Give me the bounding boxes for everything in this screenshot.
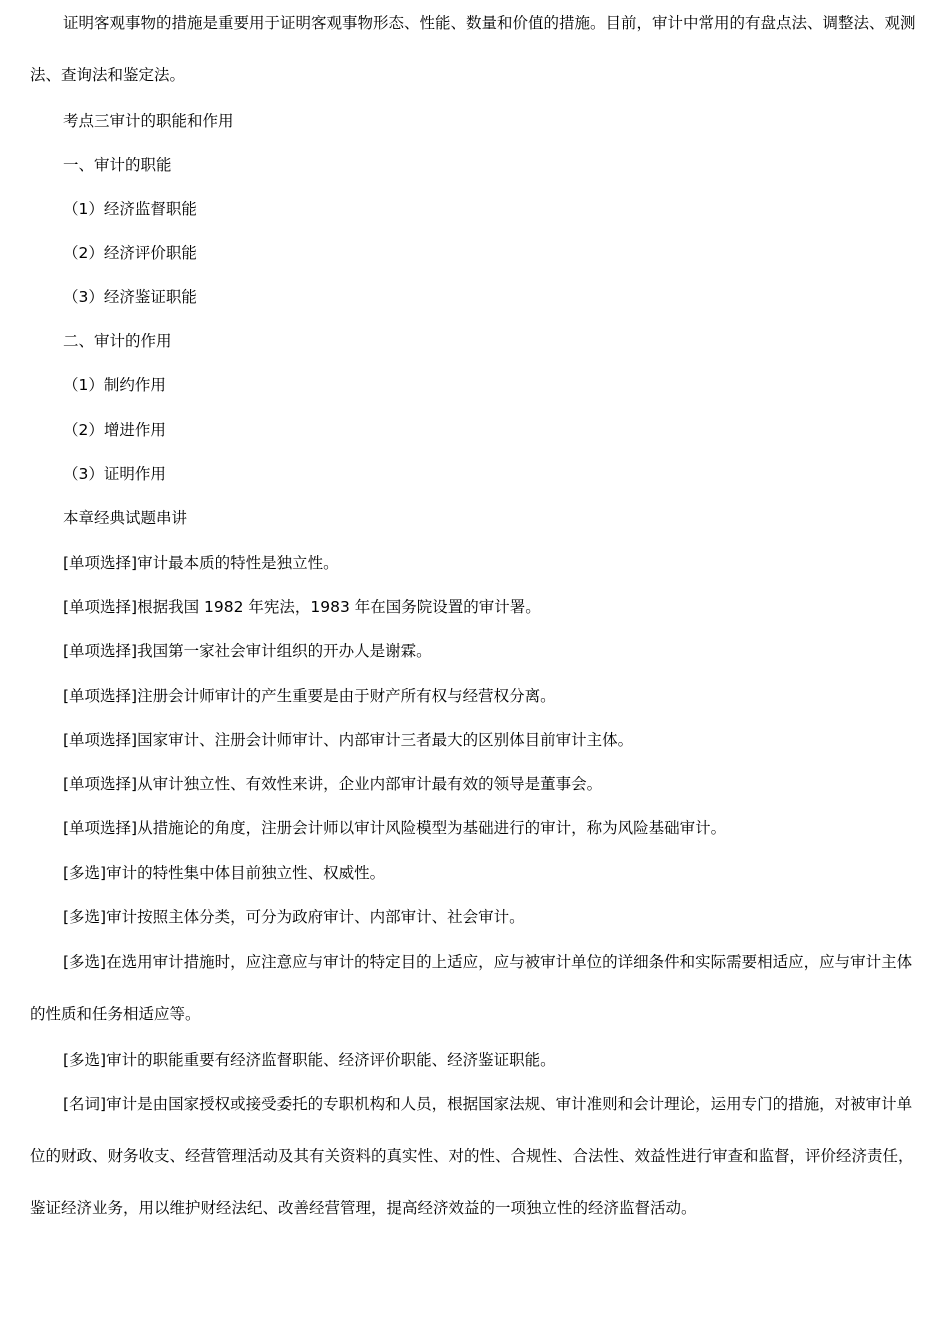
paragraph-audit-methods: 证明客观事物的措施是重要用于证明客观事物形态、性能、数量和价值的措施。目前，审计中常用的有盘点法、调整法、观测法、查询法和鉴定法。 xyxy=(30,14,916,84)
heading-audit-functions: 一、审计的职能 xyxy=(63,156,172,174)
question-item: [多选]审计按照主体分类，可分为政府审计、内部审计、社会审计。 xyxy=(63,908,525,926)
list-item-role-2: （2）增进作用 xyxy=(63,421,166,439)
question-item: [单项选择]从措施论的角度，注册会计师以审计风险模型为基础进行的审计，称为风险基础审计。 xyxy=(63,819,727,837)
question-item: [单项选择]审计最本质的特性是独立性。 xyxy=(63,554,339,572)
list-item-function-1: （1）经济监督职能 xyxy=(63,200,197,218)
question-item: [单项选择]我国第一家社会审计组织的开办人是谢霖。 xyxy=(63,642,432,660)
definition-audit: [名词]审计是由国家授权或接受委托的专职机构和人员，根据国家法规、审计准则和会计理论，运用专门的措施，对被审计单位的财政、财务收支、经营管理活动及其有关资料的真实性、对的性、合规性、合法性、效益性进行审查和监督，评价经济责任，鉴证经济业务，用以维护财经法纪、改善经营管理，提高经济效益的一项独立性的经济监督活动。 xyxy=(30,1095,914,1217)
question-item: [单项选择]根据我国 1982 年宪法，1983 年在国务院设置的审计署。 xyxy=(63,598,541,616)
question-item: [单项选择]注册会计师审计的产生重要是由于财产所有权与经营权分离。 xyxy=(63,687,556,705)
question-item: [多选]审计的特性集中体目前独立性、权威性。 xyxy=(63,864,386,882)
list-item-role-3: （3）证明作用 xyxy=(63,465,166,483)
list-item-function-2: （2）经济评价职能 xyxy=(63,244,197,262)
question-item: [多选]在选用审计措施时，应注意应与审计的特定目的上适应，应与被审计单位的详细条件和实际需要相适应，应与审计主体的性质和任务相适应等。 xyxy=(30,953,913,1023)
question-item: [单项选择]国家审计、注册会计师审计、内部审计三者最大的区别体目前审计主体。 xyxy=(63,731,634,749)
heading-key-point-three: 考点三审计的职能和作用 xyxy=(63,112,234,130)
list-item-function-3: （3）经济鉴证职能 xyxy=(63,288,197,306)
list-item-role-1: （1）制约作用 xyxy=(63,376,166,394)
question-item: [单项选择]从审计独立性、有效性来讲，企业内部审计最有效的领导是董事会。 xyxy=(63,775,603,793)
question-item: [多选]审计的职能重要有经济监督职能、经济评价职能、经济鉴证职能。 xyxy=(63,1051,556,1069)
heading-audit-roles: 二、审计的作用 xyxy=(63,332,172,350)
heading-chapter-questions: 本章经典试题串讲 xyxy=(63,509,188,527)
